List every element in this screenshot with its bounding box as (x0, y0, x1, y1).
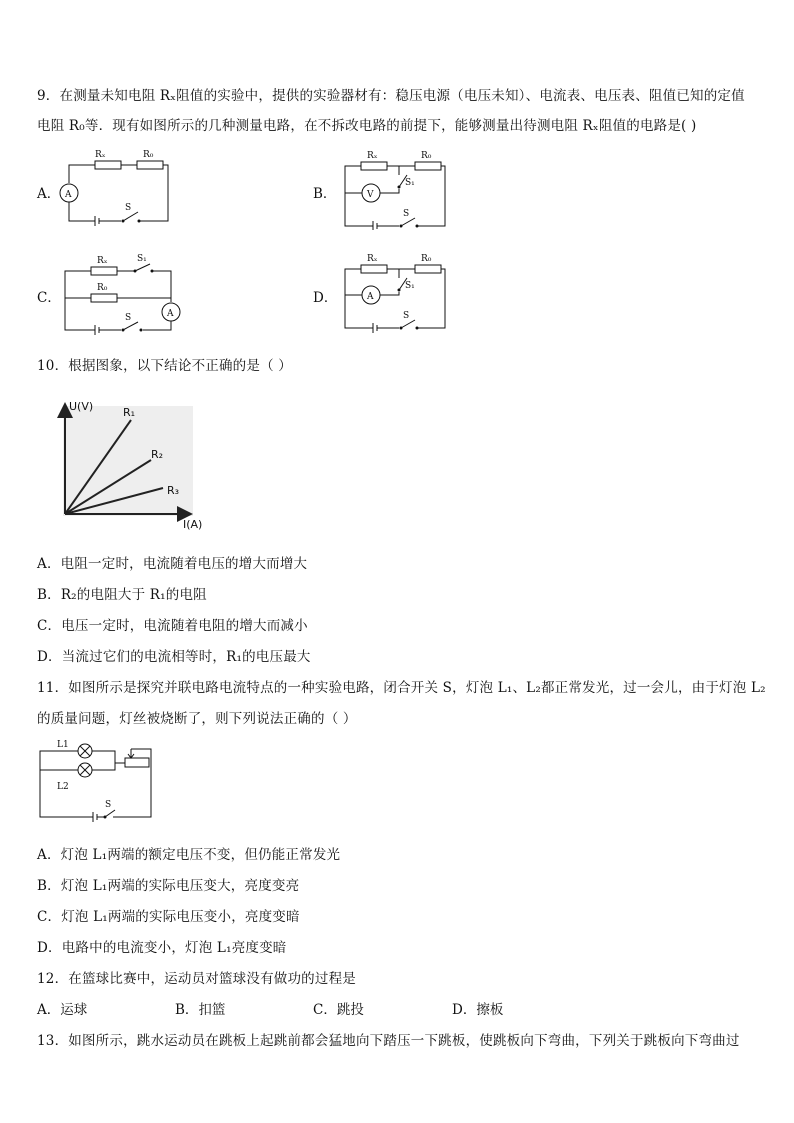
q10-ui-graph (55, 392, 215, 532)
switch-s (123, 212, 138, 221)
q9-stem-line2: 电阻 R₀等．现有如图所示的几种测量电路，在不拆改电路的前提下，能够测量出待测电阻 Rₓ阻值的电路是( ) (37, 118, 697, 134)
resistor-r0 (137, 161, 163, 169)
q10-option-d[interactable]: D．当流过它们的电流相等时，R₁的电压最大 (37, 649, 311, 665)
graph-background (63, 406, 193, 516)
svg-text:S: S (125, 203, 132, 213)
q9-circuit-a (55, 148, 180, 228)
q10-stem: 10．根据图象，以下结论不正确的是（ ） (37, 358, 292, 374)
svg-text:S: S (105, 800, 112, 810)
svg-text:S₁: S₁ (405, 281, 415, 291)
y-axis-label: U(V) (69, 400, 94, 413)
svg-text:L2: L2 (57, 782, 69, 792)
svg-text:V: V (367, 190, 374, 200)
q9-option-b-label[interactable]: B． (313, 186, 337, 202)
q12-option-c[interactable]: C．跳投 (313, 1002, 364, 1018)
label-r3: R₃ (167, 484, 180, 497)
svg-text:S₁: S₁ (405, 178, 415, 188)
q9-option-c-label[interactable]: C． (37, 290, 61, 306)
q9-option-a-label[interactable]: A． (37, 186, 61, 202)
q12-option-d[interactable]: D．擦板 (452, 1002, 504, 1018)
q9-circuit-b (335, 145, 455, 230)
svg-text:S: S (403, 209, 410, 219)
x-axis-label: I(A) (183, 518, 203, 531)
svg-text:R₀: R₀ (421, 151, 432, 161)
q10-option-b[interactable]: B．R₂的电阻大于 R₁的电阻 (37, 587, 207, 603)
svg-text:A: A (367, 292, 374, 302)
svg-text:A: A (65, 190, 72, 200)
switch-s (105, 810, 115, 817)
svg-text:Rₓ: Rₓ (367, 254, 378, 264)
svg-text:A: A (167, 309, 174, 319)
q9-stem-line1: 9．在测量未知电阻 Rₓ阻值的实验中，提供的实验器材有：稳压电源（电压未知）、电流表、电压表、阻值已知的定值 (37, 88, 745, 104)
q11-stem-line2: 的质量问题，灯丝被烧断了，则下列说法正确的（ ） (37, 711, 357, 727)
q9-circuit-d (335, 248, 455, 333)
q11-option-a[interactable]: A．灯泡 L₁两端的额定电压不变，但仍能正常发光 (37, 847, 341, 863)
q11-circuit (35, 735, 160, 825)
svg-text:Rₓ: Rₓ (367, 151, 378, 161)
label-r2: R₂ (151, 448, 164, 461)
q11-option-b[interactable]: B．灯泡 L₁两端的实际电压变大，亮度变亮 (37, 878, 300, 894)
resistor-rx (95, 161, 121, 169)
q13-stem-line1: 13．如图所示，跳水运动员在跳板上起跳前都会猛地向下踏压一下跳板，使跳板向下弯曲，下列关于跳板向下弯曲过 (37, 1033, 740, 1049)
q11-option-c[interactable]: C．灯泡 L₁两端的实际电压变小，亮度变暗 (37, 909, 300, 925)
svg-text:S: S (125, 313, 132, 323)
svg-text:S: S (403, 311, 410, 321)
q9-circuit-c (55, 250, 185, 335)
q11-option-d[interactable]: D．电路中的电流变小，灯泡 L₁亮度变暗 (37, 940, 287, 956)
q12-option-b[interactable]: B．扣篮 (175, 1002, 226, 1018)
q9-option-d-label[interactable]: D． (313, 290, 338, 306)
q10-option-c[interactable]: C．电压一定时，电流随着电阻的增大而减小 (37, 618, 308, 634)
svg-text:R₀: R₀ (97, 283, 108, 293)
q12-option-a[interactable]: A．运球 (37, 1002, 88, 1018)
rheostat (125, 758, 149, 767)
svg-text:S₁: S₁ (137, 254, 147, 264)
svg-text:R₀: R₀ (421, 254, 432, 264)
q12-stem: 12．在篮球比赛中，运动员对篮球没有做功的过程是 (37, 971, 356, 987)
svg-text:R₀: R₀ (143, 150, 154, 160)
svg-text:Rₓ: Rₓ (95, 150, 106, 160)
svg-text:Rₓ: Rₓ (97, 256, 108, 266)
q10-option-a[interactable]: A．电阻一定时，电流随着电压的增大而增大 (37, 556, 308, 572)
svg-text:L1: L1 (57, 740, 69, 750)
label-r1: R₁ (123, 406, 136, 419)
q11-stem-line1: 11．如图所示是探究并联电路电流特点的一种实验电路，闭合开关 S，灯泡 L₁、L₂都正常发光，过一会儿，由于灯泡 L₂ (37, 680, 766, 696)
